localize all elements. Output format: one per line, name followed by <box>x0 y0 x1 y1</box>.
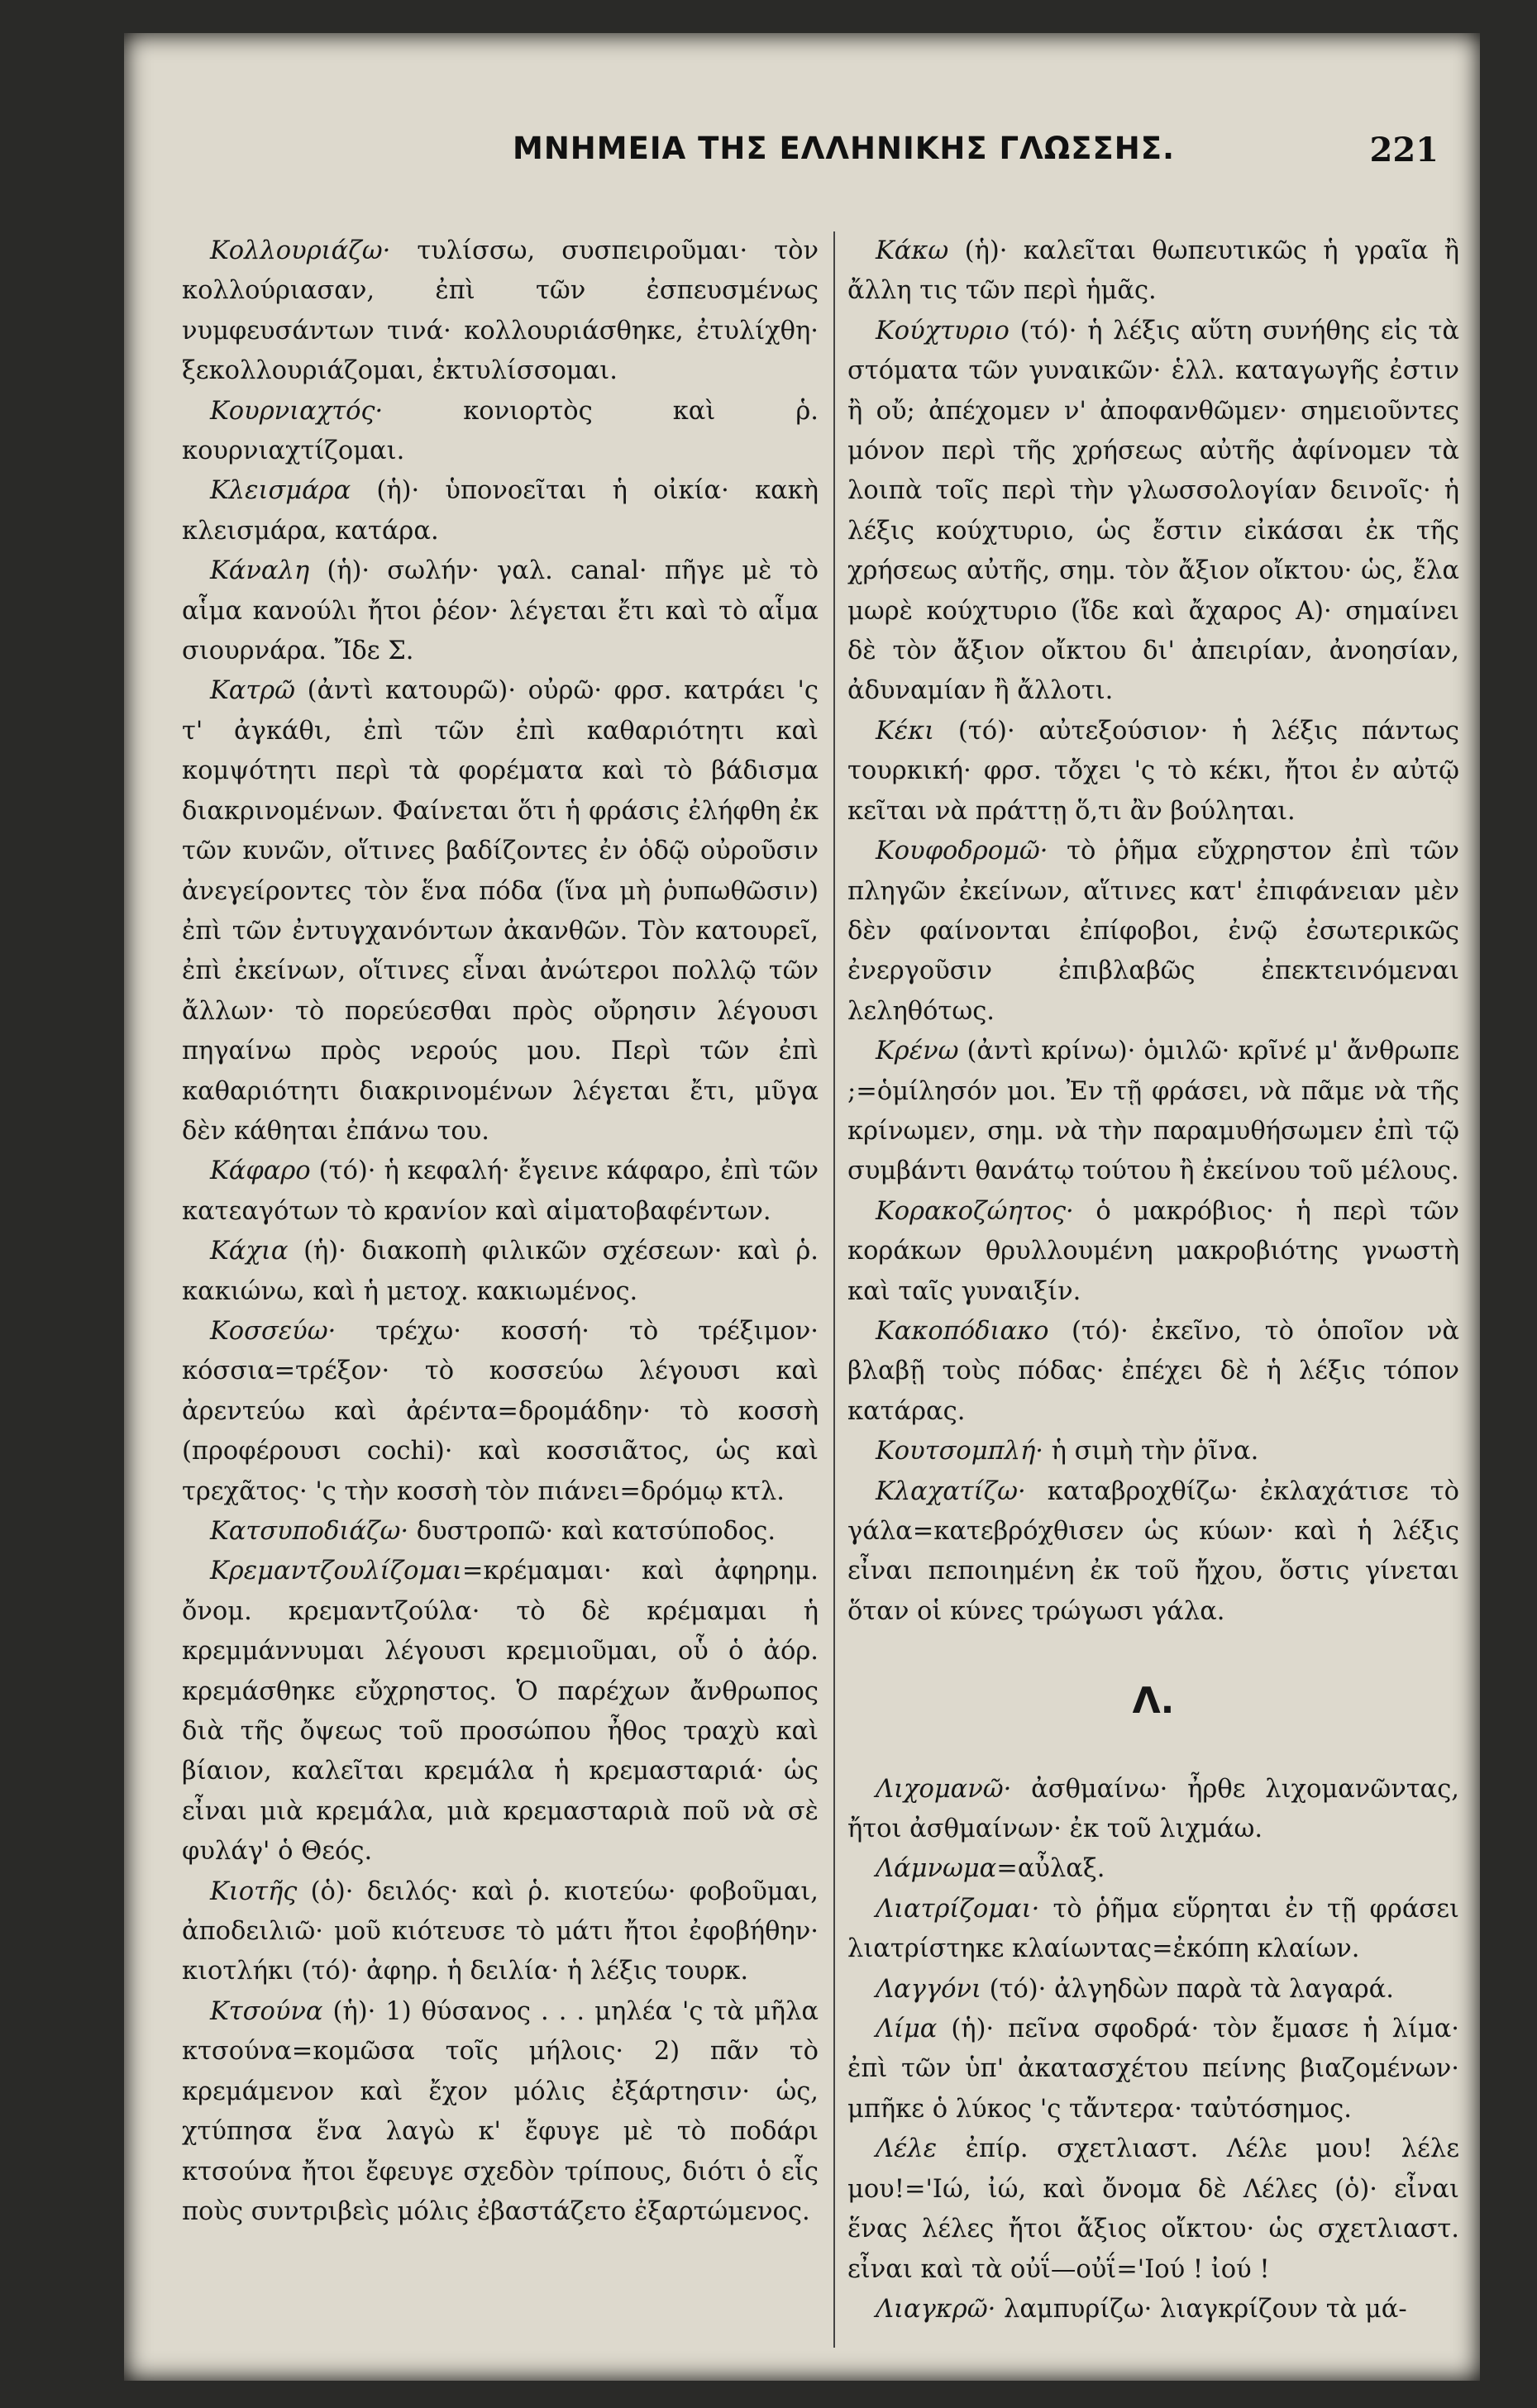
dictionary-entry <box>847 1312 1459 1432</box>
entry-headword: Κατσυποδιάζω· <box>210 1517 409 1546</box>
dictionary-entry <box>847 832 1459 1032</box>
entry-definition: καταβροχθίζω· ἐκλαχάτισε τὸ γάλα=κατεβρόχθισεν ὡς κύων· καὶ ἡ λέξις εἶναι πεποιημένη ἐκ τοῦ ἤχου, ὅστις γίνεται ὅταν οἱ κύνες τρώγωσι γάλα. <box>847 1476 1459 1626</box>
column-divider <box>833 231 835 2348</box>
dictionary-entry <box>847 1032 1459 1192</box>
dictionary-entry <box>182 1992 819 2232</box>
entry-headword: Κάχια <box>210 1237 289 1266</box>
page <box>124 33 1480 2381</box>
entry-definition: (ἡ)· καλεῖται θωπευτικῶς ἡ γραῖα ἢ ἄλλη τις τῶν περὶ ἡμᾶς. <box>847 236 1459 306</box>
right-column <box>847 231 1459 2329</box>
section-letter: Λ. <box>1132 1680 1175 1723</box>
dictionary-entry <box>847 231 1459 312</box>
left-column <box>182 231 819 2232</box>
entry-definition: (τό)· αὐτεξούσιον· ἡ λέξις πάντως τουρκική· φρσ. τὄχει 'ς τὸ κέκι, ἤτοι ἐν αὐτῷ κεῖται νὰ πράττῃ ὅ,τι ἂν βούληται. <box>847 716 1459 826</box>
entry-definition: δυστροπῶ· καὶ κατσύποδος. <box>408 1517 776 1546</box>
dictionary-entry <box>847 1970 1459 2010</box>
entry-headword: Κούχτυριο <box>876 316 1010 346</box>
entry-headword: Κατρῶ <box>210 676 296 706</box>
entry-headword: Κιοτῆς <box>210 1876 298 1906</box>
dictionary-entry <box>182 392 819 472</box>
entry-definition: =κρέμαμαι· καὶ ἀφηρημ. ὄνομ. κρεμαντζούλα· τὸ δὲ κρέμαμαι ἡ κρεμμάννυμαι λέγουσι κρεμιοῦμαι, οὗ ὁ ἀόρ. κρεμάσθηκε εὔχρηστος. Ὁ παρέχων ἄνθρωπος διὰ τῆς ὄψεως τοῦ προσώπου ἦθος τραχὺ καὶ βίαιον, καλεῖται κρεμάλα ἡ κρεμασταριά· ὡς εἶναι μιὰ κρεμάλα, μιὰ κρεμασταριὰ ποῦ νὰ σὲ φυλάγ' ὁ Θεός. <box>182 1557 819 1867</box>
entry-definition: (ἡ)· ὑπονοεῖται ἡ οἰκία· κακὴ κλεισμάρα, κατάρα. <box>182 476 819 546</box>
page-number: 221 <box>1369 131 1439 169</box>
dictionary-entry <box>182 1872 819 1992</box>
dictionary-entry <box>847 2290 1459 2329</box>
entry-definition: ἀσθμαίνω· ἦρθε λιχομανῶντας, ἤτοι ἀσθμαίνων· ἐκ τοῦ λιχμάω. <box>847 1774 1459 1844</box>
dictionary-entry <box>182 471 819 551</box>
page-header <box>124 131 1480 188</box>
dictionary-entry <box>847 2129 1459 2290</box>
entry-headword: Κτσούνα <box>210 1996 323 2026</box>
dictionary-entry <box>847 1770 1459 1850</box>
entry-definition: (ἡ)· σωλήν· γαλ. canal· πῆγε μὲ τὸ αἷμα κανούλι ἤτοι ῥέον· λέγεται ἔτι καὶ τὸ αἷμα σιουρνάρα. Ἴδε Σ. <box>182 556 819 666</box>
entry-headword: Κάναλη <box>210 556 310 586</box>
entry-definition: (ἡ)· πεῖνα σφοδρά· τὸν ἔμασε ἡ λίμα· ἐπὶ τῶν ὑπ' ἀκατασχέτου πείνης βιαζομένων· μπῆκε ὁ λύκος 'ς τἄντερα· ταὐτόσημος. <box>847 2015 1459 2124</box>
dictionary-entry <box>847 1472 1459 1633</box>
entry-headword: Κρένω <box>876 1037 959 1066</box>
entry-definition: (τό)· ἀλγηδὼν παρὰ τὰ λαγαρά. <box>981 1974 1394 2004</box>
entry-definition: (ὁ)· δειλός· καὶ ῥ. κιοτεύω· φοβοῦμαι, ἀποδειλιῶ· μοῦ κιότευσε τὸ μάτι ἤτοι ἐφοβήθην· κιοτλήκι (τό)· ἀφηρ. ἡ δειλία· ἡ λέξις τουρκ. <box>182 1876 819 1986</box>
dictionary-entry <box>847 1192 1459 1312</box>
dictionary-entry <box>182 671 819 1152</box>
entry-headword: Κακοπόδιακο <box>876 1316 1049 1346</box>
entry-definition: ἡ σιμὴ τὴν ῥῖνα. <box>1043 1437 1259 1466</box>
entry-headword: Κρεμαντζουλίζομαι <box>210 1557 462 1586</box>
entry-definition: (ἡ)· διακοπὴ φιλικῶν σχέσεων· καὶ ῥ. κακιώνω, καὶ ἡ μετοχ. κακιωμένος. <box>182 1237 819 1306</box>
entry-headword: Κολλουριάζω· <box>210 236 391 265</box>
entry-definition: (τό)· ἡ λέξις αὕτη συνήθης εἰς τὰ στόματα τῶν γυναικῶν· ἑλλ. καταγωγῆς ἐστιν ἢ οὔ; ἀπέχομεν ν' ἀποφανθῶμεν· σημειοῦντες μόνον περὶ τῆς χρήσεως αὐτῆς ἀφίνομεν τὰ λοιπὰ τοῖς περὶ τὴν γλωσσολογίαν δεινοῖς· ἡ λέξις κούχτυριο, ὡς ἔστιν εἰκάσαι ἐκ τῆς χρήσεως αὐτῆς, σημ. τὸν ἄξιον οἴκτου· ὡς, ἔλα μωρὲ κούχτυριο (ἴδε καὶ ἄχαρος Α)· σημαίνει δὲ τὸν ἄξιον οἴκτου δι' ἀπειρίαν, ἀνοησίαν, ἀδυναμίαν ἢ ἄλλοτι. <box>847 316 1459 706</box>
entry-headword: Λιατρίζομαι· <box>876 1894 1040 1924</box>
dictionary-entry <box>847 712 1459 832</box>
dictionary-entry <box>182 1312 819 1512</box>
entry-definition: (ἀντὶ κατουρῶ)· οὐρῶ· φρσ. κατράει 'ς τ' ἀγκάθι, ἐπὶ τῶν ἐπὶ καθαριότητι καὶ κομψότητι περὶ τὰ φορέματα καὶ τὸ βάδισμα διακρινομένων. Φαίνεται ὅτι ἡ φράσις ἐλήφθη ἐκ τῶν κυνῶν, οἵτινες βαδίζοντες ἐν ὁδῷ οὐροῦσιν ἀνεγείροντες τὸν ἕνα πόδα (ἵνα μὴ ῥυπωθῶσιν) ἐπὶ τῶν ἐντυγχανόντων ἀκανθῶν. Τὸν κατουρεῖ, ἐπὶ ἐκείνων, οἵτινες εἶναι ἀνώτεροι πολλῷ τῶν ἄλλων· τὸ πορεύεσθαι πρὸς οὔρησιν λέγουσι πηγαίνω πρὸς νερούς μου. Περὶ τῶν ἐπὶ καθαριότητι διακρινομένων λέγεται ἔτι, μῦγα δὲν κάθηται ἐπάνω του. <box>182 676 819 1146</box>
entry-definition: τὸ ῥῆμα εὔχρηστον ἐπὶ τῶν πληγῶν ἐκείνων, αἵτινες κατ' ἐπιφάνειαν μὲν δὲν φαίνονται ἐπίφοβοι, ἐνῷ ἐσωτερικῶς ἐνεργοῦσιν ἐπιβλαβῶς ἐπεκτεινόμεναι λεληθότως. <box>847 837 1459 1026</box>
entry-definition: (τό)· ἡ κεφαλή· ἔγεινε κάφαρο, ἐπὶ τῶν κατεαγότων τὸ κρανίον καὶ αἱματοβαφέντων. <box>182 1156 819 1226</box>
dictionary-entry <box>182 1512 819 1552</box>
entry-headword: Λαγγόνι <box>876 1974 981 2004</box>
entry-headword: Κάκω <box>876 236 949 265</box>
entry-headword: Κέκι <box>876 716 935 746</box>
entry-headword: Κουφοδρομῶ· <box>876 837 1048 866</box>
entry-definition: τὸ ῥῆμα εὕρηται ἐν τῇ φράσει λιατρίστηκε κλαίωντας=ἐκόπη κλαίων. <box>847 1894 1459 1964</box>
entry-headword: Κλεισμάρα <box>210 476 351 506</box>
entry-headword: Λίμα <box>876 2015 938 2044</box>
entry-headword: Λέλε <box>876 2134 938 2164</box>
entry-definition: =αὖλαξ. <box>996 1854 1105 1884</box>
running-title: ΜΝΗΜΕΙΑ ΤΗΣ ΕΛΛΗΝΙΚΗΣ ΓΛΩΣΣΗΣ. <box>513 131 1176 166</box>
entry-headword: Λιαγκρῶ· <box>876 2294 996 2324</box>
entry-headword: Κοσσεύω· <box>210 1316 337 1346</box>
entry-definition: ὁ μακρόβιος· ἡ περὶ τῶν κοράκων θρυλλουμένη μακροβιότης γνωστὴ καὶ ταῖς γυναιξίν. <box>847 1196 1459 1306</box>
entry-headword: Κάφαρο <box>210 1156 311 1186</box>
entry-definition: (τό)· ἐκεῖνο, τὸ ὁποῖον νὰ βλαβῇ τοὺς πόδας· ἐπέχει δὲ ἡ λέξις τόπον κατάρας. <box>847 1316 1459 1426</box>
entry-definition: κονιορτὸς καὶ ῥ. κουρνιαχτίζομαι. <box>182 396 819 466</box>
dictionary-entry <box>847 312 1459 712</box>
entry-headword: Λιχομανῶ· <box>876 1774 1012 1804</box>
entry-headword: Κορακοζώητος· <box>876 1196 1074 1226</box>
entry-definition: λαμπυρίζω· λιαγκρίζουν τὰ μά- <box>995 2294 1407 2324</box>
dictionary-entry <box>847 2010 1459 2129</box>
dictionary-entry <box>182 1152 819 1232</box>
dictionary-entry <box>182 1232 819 1312</box>
entry-definition: τρέχω· κοσσή· τὸ τρέξιμον· κόσσια=τρέξον· τὸ κοσσεύω λέγουσι καὶ ἀρεντεύω καὶ ἀρέντα=δρομάδην· τὸ κοσσὴ (προφέρουσι cochi)· καὶ κοσσιᾶτος, ὡς καὶ τρεχᾶτος· 'ς τὴν κοσσὴ τὸν πιάνει=δρόμῳ κτλ. <box>182 1316 819 1506</box>
dictionary-entry <box>847 1432 1459 1471</box>
dictionary-entry <box>847 1849 1459 1889</box>
entry-definition: τυλίσσω, συσπειροῦμαι· τὸν κολλούριασαν, ἐπὶ τῶν ἐσπευσμένως νυμφευσάντων τινά· κολλουριάσθηκε, ἐτυλίχθη· ξεκολλουριάζομαι, ἐκτυλίσσομαι. <box>182 236 819 386</box>
entry-definition: ἐπίρ. σχετλιαστ. Λέλε μου! λέλε μου!='Ιώ, ἰώ, καὶ ὄνομα δὲ Λέλες (ὁ)· εἶναι ἕνας λέλες ἤτοι ἄξιος οἴκτου· ὡς σχετλιαστ. εἶναι καὶ τὰ οὐΐ—οὐΐ='Ιού ! ἰού ! <box>847 2134 1459 2284</box>
entry-headword: Κλαχατίζω· <box>876 1476 1026 1506</box>
dictionary-entry <box>182 551 819 671</box>
dictionary-entry <box>182 231 819 392</box>
entry-definition: (ἡ)· 1) θύσανος . . . μηλέα 'ς τὰ μῆλα κτσούνα=κομῶσα τοῖς μήλοις· 2) πᾶν τὸ κρεμάμενον καὶ ἔχον μόλις ἐξάρτησιν· ὡς, χτύπησα ἕνα λαγὼ κ' ἔφυγε μὲ τὸ ποδάρι κτσούνα ἤτοι ἔφευγε σχεδὸν τρίπους, διότι ὁ εἷς ποὺς συντριβεὶς μόλις ἐβαστάζετο ἐξαρτώμενος. <box>182 1996 819 2226</box>
entry-definition: (ἀντὶ κρίνω)· ὁμιλῶ· κρῖνέ μ' ἄνθρωπε ;=ὁμίλησόν μοι. Ἐν τῇ φράσει, νὰ πᾶμε νὰ τῆς κρίνωμεν, σημ. νὰ τὴν παραμυθήσωμεν ἐπὶ τῷ συμβάντι θανάτῳ τούτου ἢ ἐκείνου τοῦ μέλους. <box>847 1037 1459 1186</box>
entry-headword: Κουτσομπλή· <box>876 1437 1043 1466</box>
dictionary-entry <box>847 1890 1459 1970</box>
entry-headword: Κουρνιαχτός· <box>210 396 384 426</box>
dictionary-entry <box>182 1552 819 1872</box>
entry-headword: Λάμνωμα <box>876 1854 997 1884</box>
